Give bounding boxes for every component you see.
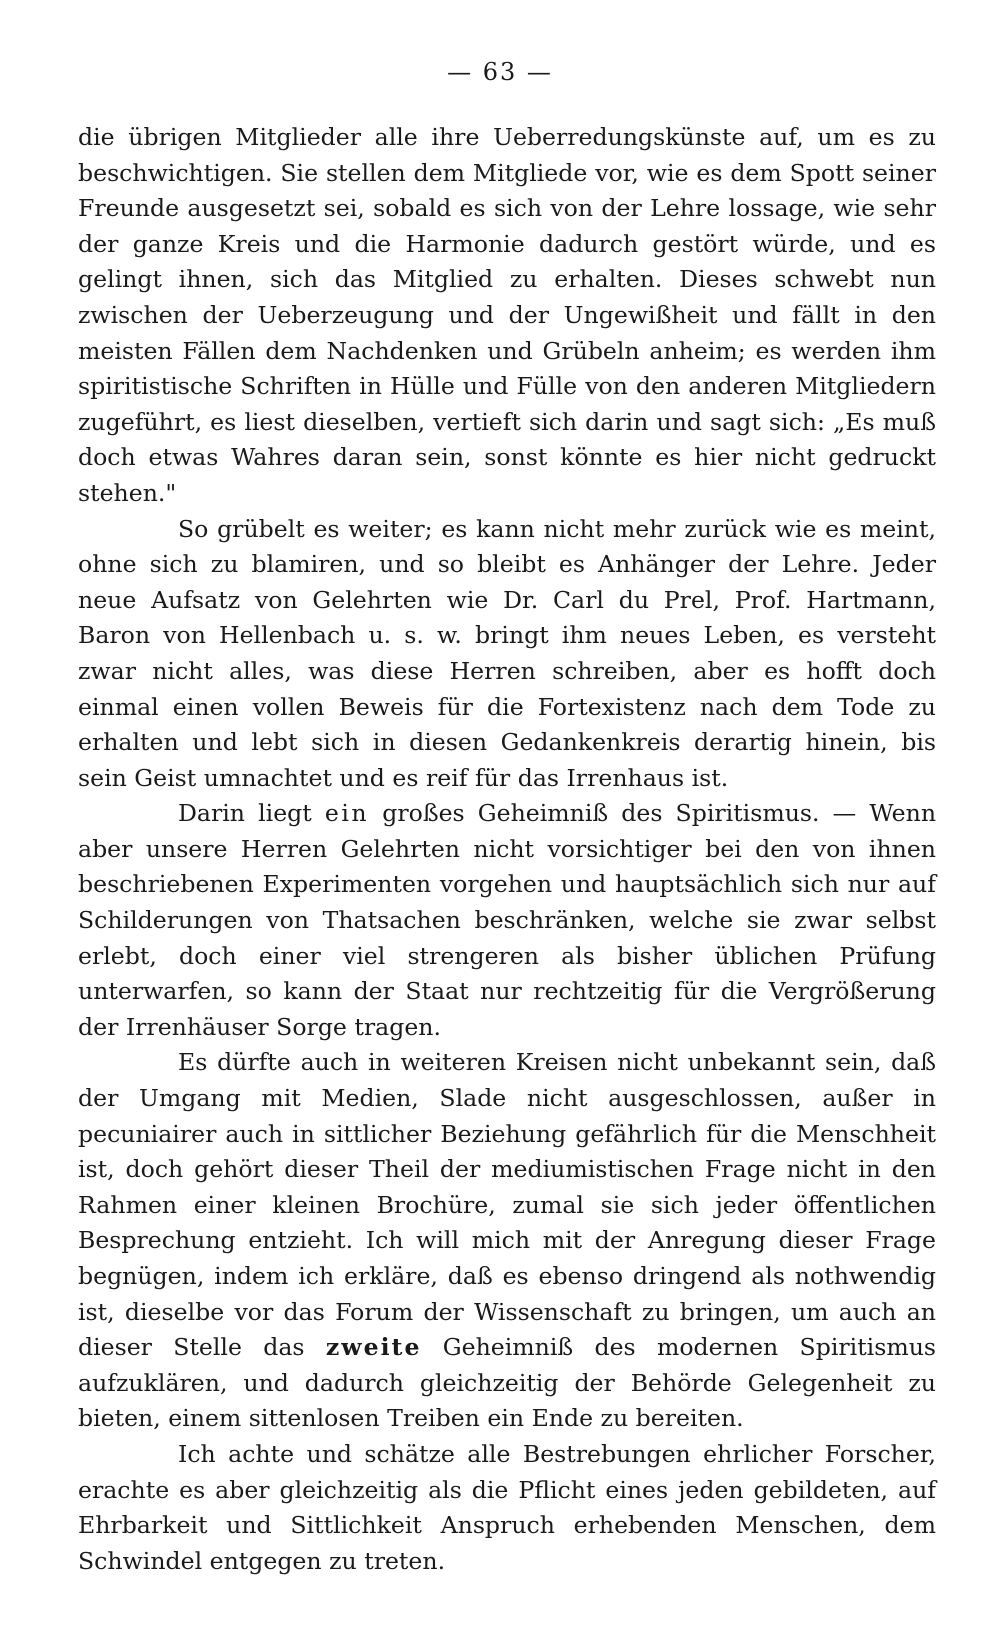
paragraph-text: Es dürfte auch in weiteren Kreisen nicht unbekannt sein, daß der Umgang mit Medien, Slade nicht ausgeschlossen, außer in pecuniairer auch in sittlicher Beziehung gefährlich für die Menschheit ist, doch gehört dieser Theil der mediumistischen Frage nicht in den Rahmen einer kleinen Brochüre, zumal sie sich jeder öffentlichen Besprechung entzieht. Ich will mich mit der Anregung dieser Frage begnügen, indem ich erkläre, daß es ebenso dringend als nothwendig ist, dieselbe vor das Forum der Wissenschaft zu bringen, um auch an dieser Stelle das [78, 1048, 936, 1362]
paragraph-secret-two [78, 1045, 936, 1437]
paragraph: Ich achte und schätze alle Bestrebungen ehrlicher Forscher, erachte es aber gleichzeitig als die Pflicht eines jeden gebildeten, auf Ehrbarkeit und Sittlichkeit Anspruch erhebenden Menschen, dem Schwindel entgegen zu treten. [78, 1439, 936, 1575]
emphasized-word: zweite [325, 1333, 422, 1362]
paragraph-text: Darin liegt [178, 799, 312, 828]
paragraph-text: Geheimniß des modernen Spiritismus aufzuklären, und dadurch gleichzeitig der Behörde Gelegenheit zu bieten, einem sittenlosen Treiben ein Ende zu bereiten. [78, 1333, 937, 1433]
body-text [78, 120, 936, 1579]
page-number: — 63 — [447, 58, 553, 86]
paragraph-secret-one [78, 796, 936, 1045]
paragraph-text: großes Geheimniß des Spiritismus. — Wenn aber unsere Herren Gelehrten nicht vorsichtiger bei den von ihnen beschriebenen Experimenten vorgehen und hauptsächlich sich nur auf Schilderungen von Thatsachen beschränken, welche sie zwar selbst erlebt, doch einer viel strengeren als bisher üblichen Prüfung unterwarfen, so kann der Staat nur rechtzeitig für die Vergrößerung der Irrenhäuser Sorge tragen. [78, 799, 937, 1041]
paragraph-continued: die übrigen Mitglieder alle ihre Ueberredungskünste auf, um es zu beschwichtigen. Sie stellen dem Mitgliede vor, wie es dem Spott seiner Freunde ausgesetzt sei, sobald es sich von der Lehre lossage, wie sehr der ganze Kreis und die Harmonie dadurch gestört würde, und es gelingt ihnen, sich das Mitglied zu erhalten. Dieses schwebt nun zwischen der Ueberzeugung und der Ungewißheit und fällt in den meisten Fällen dem Nachdenken und Grübeln anheim; es werden ihm spiritistische Schriften in Hülle und Fülle von den anderen Mitgliedern zugeführt, es liest dieselben, vertieft sich darin und sagt sich: „Es muß doch etwas Wahres daran sein, sonst könnte es hier nicht gedruckt stehen." [78, 123, 936, 507]
paragraph: So grübelt es weiter; es kann nicht mehr zurück wie es meint, ohne sich zu blamiren, und so bleibt es Anhänger der Lehre. Jeder neue Aufsatz von Gelehrten wie Dr. Carl du Prel, Prof. Hartmann, Baron von Hellenbach u. s. w. bringt ihm neues Leben, es versteht zwar nicht alles, was diese Herren schreiben, aber es hofft doch einmal einen vollen Beweis für die Fortexistenz nach dem Tode zu erhalten und lebt sich in diesen Gedankenkreis derartig hinein, bis sein Geist umnachtet und es reif für das Irrenhaus ist. [78, 514, 936, 792]
emphasized-word: ein [324, 799, 370, 828]
